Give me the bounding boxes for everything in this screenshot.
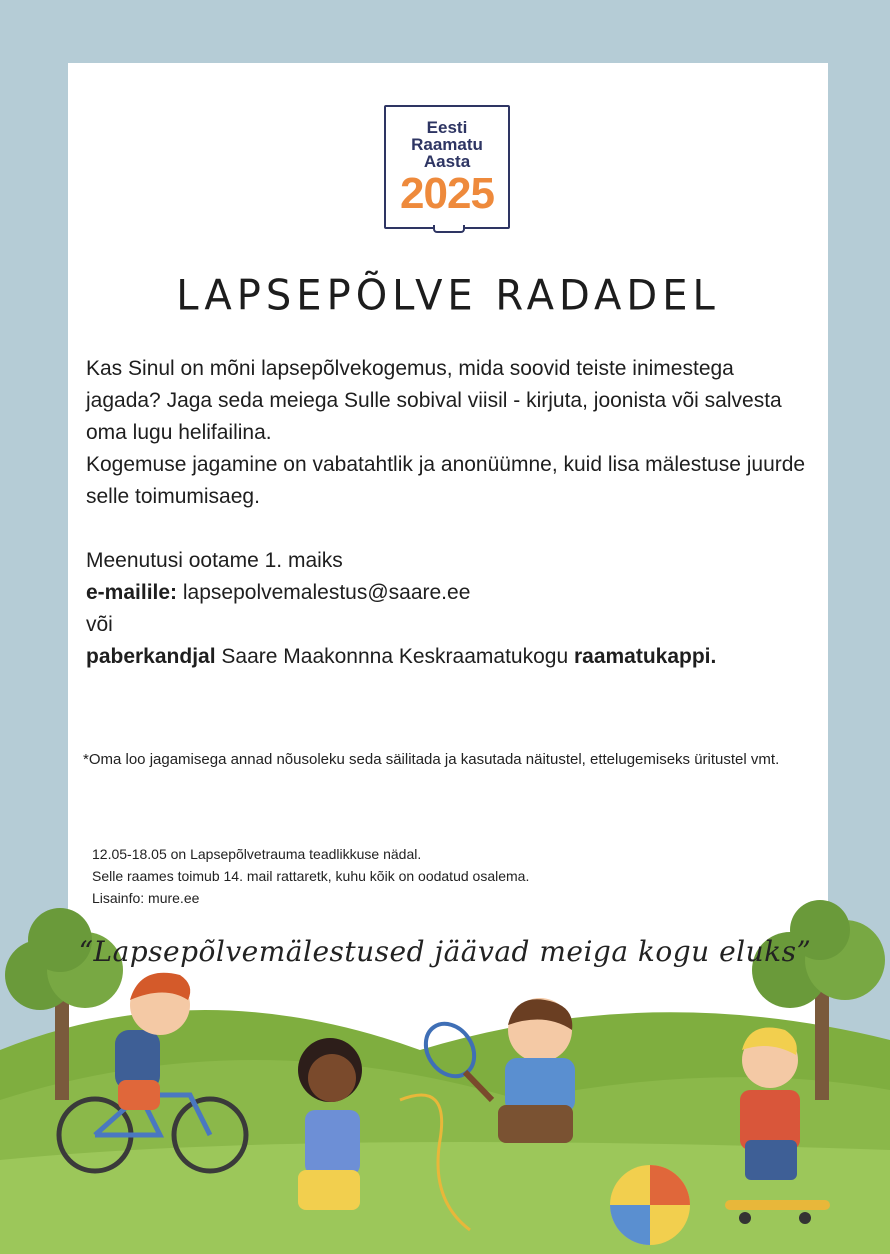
page-title: LAPSEPÕLVE RADADEL (176, 271, 720, 321)
or-text: või (86, 613, 113, 636)
info-line-3[interactable]: Lisainfo: mure.ee (92, 890, 200, 906)
info-line-2: Selle raames toimub 14. mail rattaretk, kuhu kõik on oodatud osalema. (92, 868, 530, 884)
intro-paragraph-1: Kas Sinul on mõni lapsepõlvekogemus, mida soovid teiste inimestega jagada? Jaga seda meiega Sulle sobival viisil - kirjuta, joonista või salvesta oma lugu helifailina. (86, 357, 782, 444)
paper-line (86, 641, 806, 673)
logo-year: 2025 (400, 169, 494, 218)
paper-label: paberkandjal (86, 645, 216, 668)
logo-book-tab (433, 225, 465, 233)
logo-line-1: Eesti (426, 118, 468, 137)
email-label: e-mailile: (86, 581, 178, 604)
body-text (86, 353, 806, 673)
deadline-text: Meenutusi ootame 1. maiks (86, 549, 343, 572)
logo-line-3: Aasta (423, 152, 471, 171)
quote-text: “Lapsepõlvemälestused jäävad meiga kogu eluks” (78, 935, 812, 968)
paper-place: Saare Maakonnna Keskraamatukogu (221, 645, 569, 668)
boy-runner (498, 998, 575, 1143)
logo-line-2: Raamatu (411, 135, 483, 154)
paper-target: raamatukappi. (573, 645, 717, 668)
email-line (86, 577, 806, 609)
book-logo-icon (384, 105, 510, 229)
email-address[interactable]: lapsepolvemalestus@saare.ee (182, 581, 471, 604)
consent-note: *Oma loo jagamisega annad nõusoleku seda säilitada ja kasutada näitustel, ettelugemiseks üritustel vmt. (83, 751, 780, 768)
info-line-1: 12.05-18.05 on Lapsepõlvetrauma teadlikkuse nädal. (92, 846, 422, 862)
intro-paragraph-2: Kogemuse jagamine on vabatahtlik ja anonüümne, kuid lisa mälestuse juurde selle toimumisaeg. (86, 453, 806, 508)
beach-ball-icon (610, 1165, 690, 1245)
